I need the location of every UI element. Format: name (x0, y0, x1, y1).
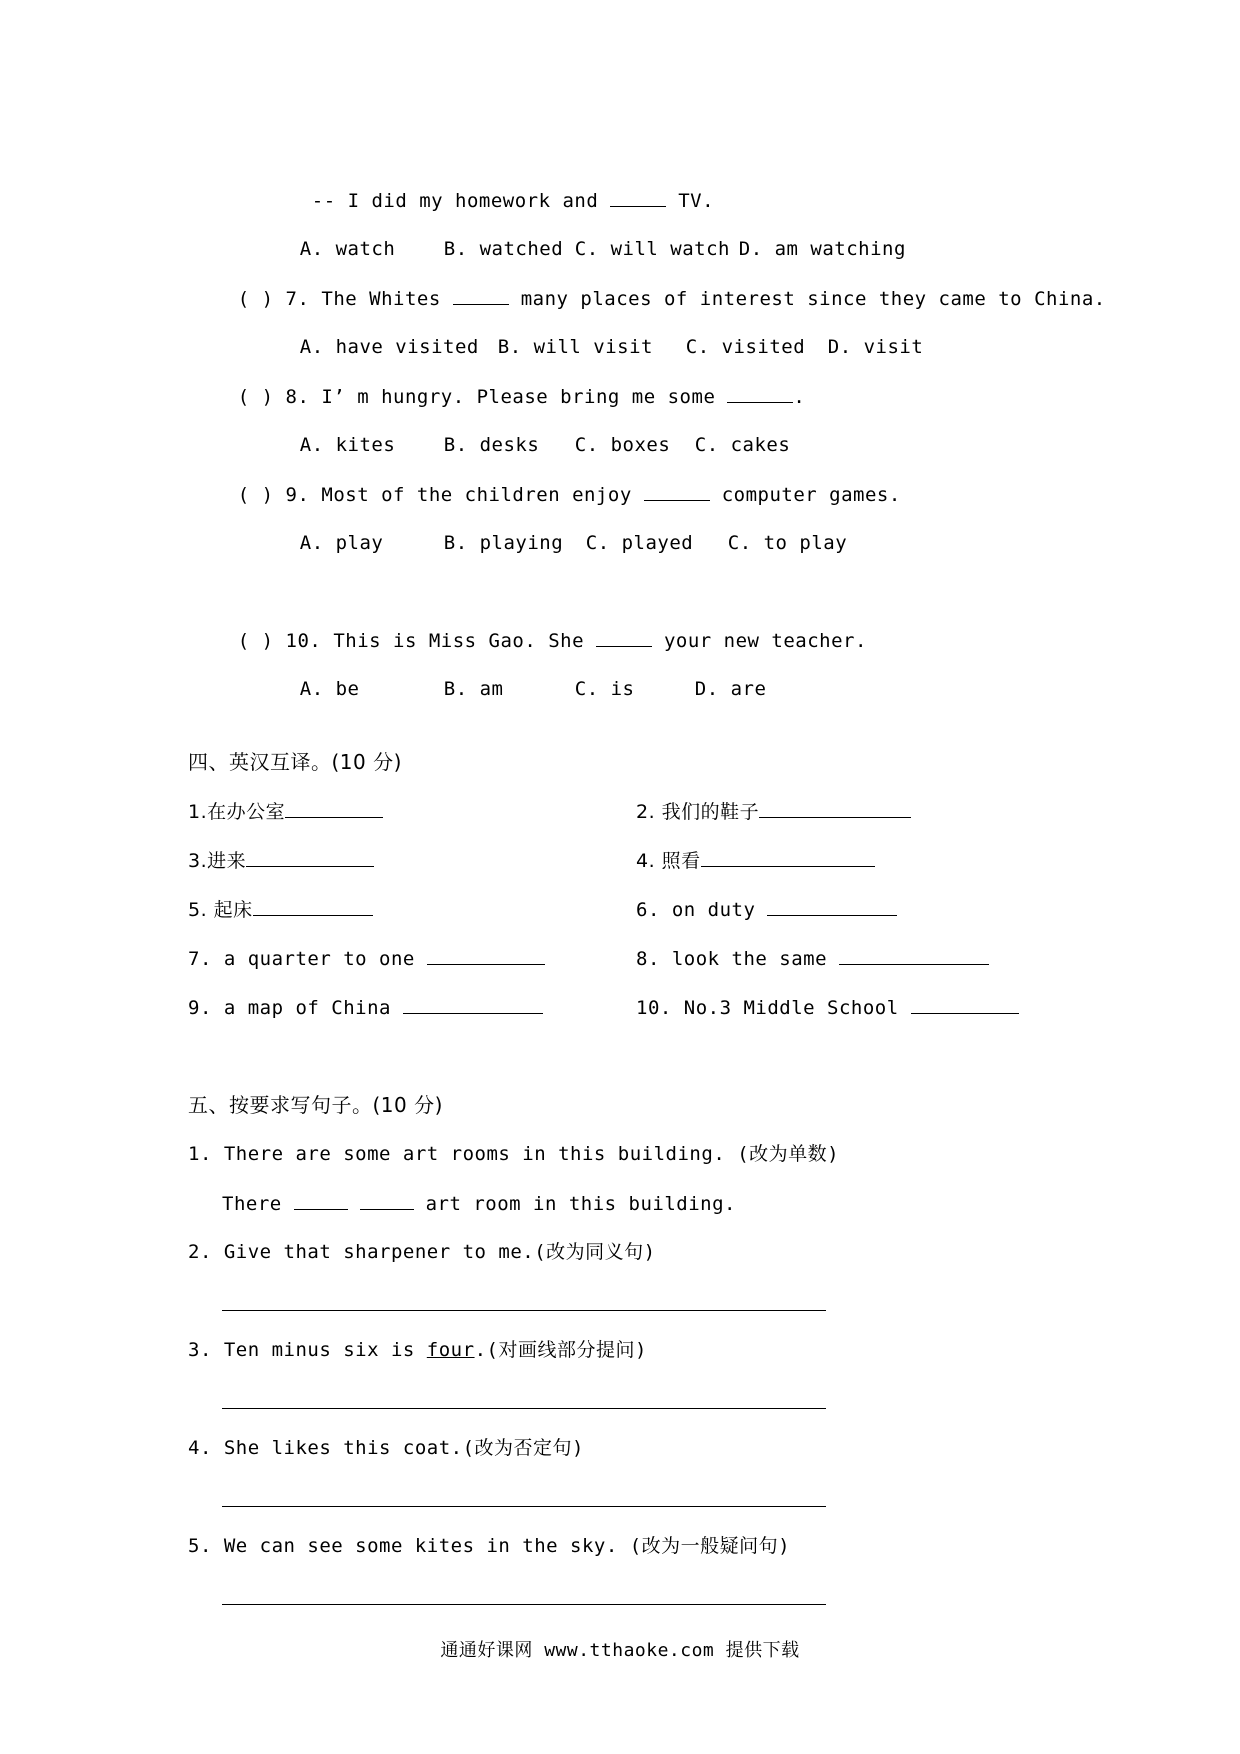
q9-option-b: B. playing (443, 532, 564, 554)
q10-number: 10. (285, 630, 322, 652)
translation-item-10 (636, 995, 1019, 1020)
rewrite-q5: 5. We can see some kites in the sky. (改为一般疑问句) (188, 1535, 791, 1557)
rewrite-q1: 1. There are some art rooms in this building. (改为单数) (188, 1143, 840, 1165)
translation-item-3-text: 3.进来 (188, 850, 247, 872)
translation-item-6-text: 6. on duty (636, 899, 756, 921)
translation-blank-10 (911, 995, 1019, 1014)
q7-blank (453, 286, 509, 305)
translation-item-3 (188, 848, 374, 873)
translation-blank-3 (246, 848, 374, 867)
translation-item-9 (188, 995, 543, 1020)
translation-blank-6 (767, 897, 897, 916)
translation-blank-8 (839, 946, 989, 965)
rewrite-q3 (188, 1338, 647, 1362)
translation-item-2-text: 2. 我们的鞋子 (636, 801, 760, 823)
rewrite-q3-underlined: four (426, 1339, 475, 1361)
translation-blank-7 (427, 946, 545, 965)
q9-option-a: A. play (299, 532, 384, 554)
q10-options (252, 653, 766, 725)
q7-prefix: The Whites (321, 288, 441, 310)
rewrite-q4: 4. She likes this coat.(改为否定句) (188, 1437, 584, 1459)
q10-option-b: B. am (443, 678, 504, 700)
q7-number: 7. (285, 288, 310, 310)
rewrite-q3-answer-line (222, 1408, 826, 1409)
q10-option-d: D. are (694, 678, 767, 700)
q8-suffix: . (793, 386, 806, 408)
rewrite-q5-answer-line (222, 1604, 826, 1605)
q9-option-d: C. to play (727, 532, 848, 554)
q8-option-b: B. desks (443, 434, 540, 456)
rewrite-q1-prefix: There (222, 1193, 282, 1215)
translation-item-9-text: 9. a map of China (188, 997, 391, 1019)
q9-blank (644, 482, 710, 501)
translation-item-6 (636, 897, 897, 922)
q10-option-c: C. is (574, 678, 635, 700)
q9-suffix: computer games. (721, 484, 901, 506)
q6-option-a: A. watch (299, 238, 396, 260)
translation-item-7 (188, 946, 545, 971)
q7-option-d: D. visit (827, 336, 924, 358)
translation-item-8-text: 8. look the same (636, 948, 828, 970)
q10-option-a: A. be (299, 678, 360, 700)
q7-option-c: C. visited (685, 336, 806, 358)
q10-paren: ( ) (237, 630, 274, 652)
q8-option-d: C. cakes (694, 434, 791, 456)
rewrite-q1-blank-2 (360, 1191, 414, 1210)
q8-blank (727, 384, 793, 403)
q6-option-c: C. will watch (574, 238, 730, 260)
translation-item-4 (636, 848, 875, 873)
q9-paren: ( ) (237, 484, 274, 506)
q10-suffix: your new teacher. (663, 630, 867, 652)
q8-paren: ( ) (237, 386, 274, 408)
q8-option-c: C. boxes (574, 434, 671, 456)
q6-option-d: D. am watching (738, 238, 906, 260)
footer-credit: 通通好课网 www.tthaoke.com 提供下载 (440, 1640, 800, 1661)
translation-item-2 (636, 799, 911, 824)
rewrite-q2: 2. Give that sharpener to me.(改为同义句) (188, 1241, 656, 1263)
translation-item-4-text: 4. 照看 (636, 850, 701, 872)
q8-prefix: I’ m hungry. Please bring me some (321, 386, 716, 408)
section5-title: 五、按要求写句子。(10 分) (188, 1093, 443, 1117)
translation-item-1-text: 1.在办公室 (188, 801, 286, 823)
q7-option-a: A. have visited (299, 336, 479, 358)
q6-option-b: B. watched (443, 238, 564, 260)
q10-prefix: This is Miss Gao. She (333, 630, 585, 652)
translation-blank-9 (403, 995, 543, 1014)
rewrite-q3-prefix: 3. Ten minus six is (188, 1339, 415, 1361)
translation-item-5 (188, 897, 373, 922)
translation-blank-1 (285, 799, 383, 818)
rewrite-q4-answer-line (222, 1506, 826, 1507)
q9-prefix: Most of the children enjoy (321, 484, 632, 506)
rewrite-q1-answer (222, 1191, 736, 1216)
translation-item-5-text: 5. 起床 (188, 899, 253, 921)
q8-option-a: A. kites (299, 434, 396, 456)
translation-blank-5 (253, 897, 373, 916)
q9-option-c: C. played (585, 532, 694, 554)
q9-number: 9. (285, 484, 310, 506)
q7-suffix: many places of interest since they came to China. (520, 288, 1106, 310)
translation-item-7-text: 7. a quarter to one (188, 948, 415, 970)
translation-blank-2 (759, 799, 911, 818)
q6-blank (610, 188, 666, 207)
rewrite-q3-suffix: .(对画线部分提问) (474, 1339, 647, 1361)
q6-suffix: TV. (678, 190, 715, 212)
q6-prefix: -- I did my homework and (311, 190, 599, 212)
translation-item-1 (188, 799, 383, 824)
q7-paren: ( ) (237, 288, 274, 310)
q10-blank (596, 628, 652, 647)
rewrite-q1-suffix: art room in this building. (425, 1193, 736, 1215)
translation-item-10-text: 10. No.3 Middle School (636, 997, 899, 1019)
rewrite-q2-answer-line (222, 1310, 826, 1311)
q9-options (252, 507, 847, 579)
section4-title: 四、英汉互译。(10 分) (188, 750, 402, 774)
q7-option-b: B. will visit (497, 336, 653, 358)
rewrite-q1-blank-1 (294, 1191, 348, 1210)
translation-item-8 (636, 946, 989, 971)
q8-number: 8. (285, 386, 310, 408)
translation-blank-4 (701, 848, 875, 867)
